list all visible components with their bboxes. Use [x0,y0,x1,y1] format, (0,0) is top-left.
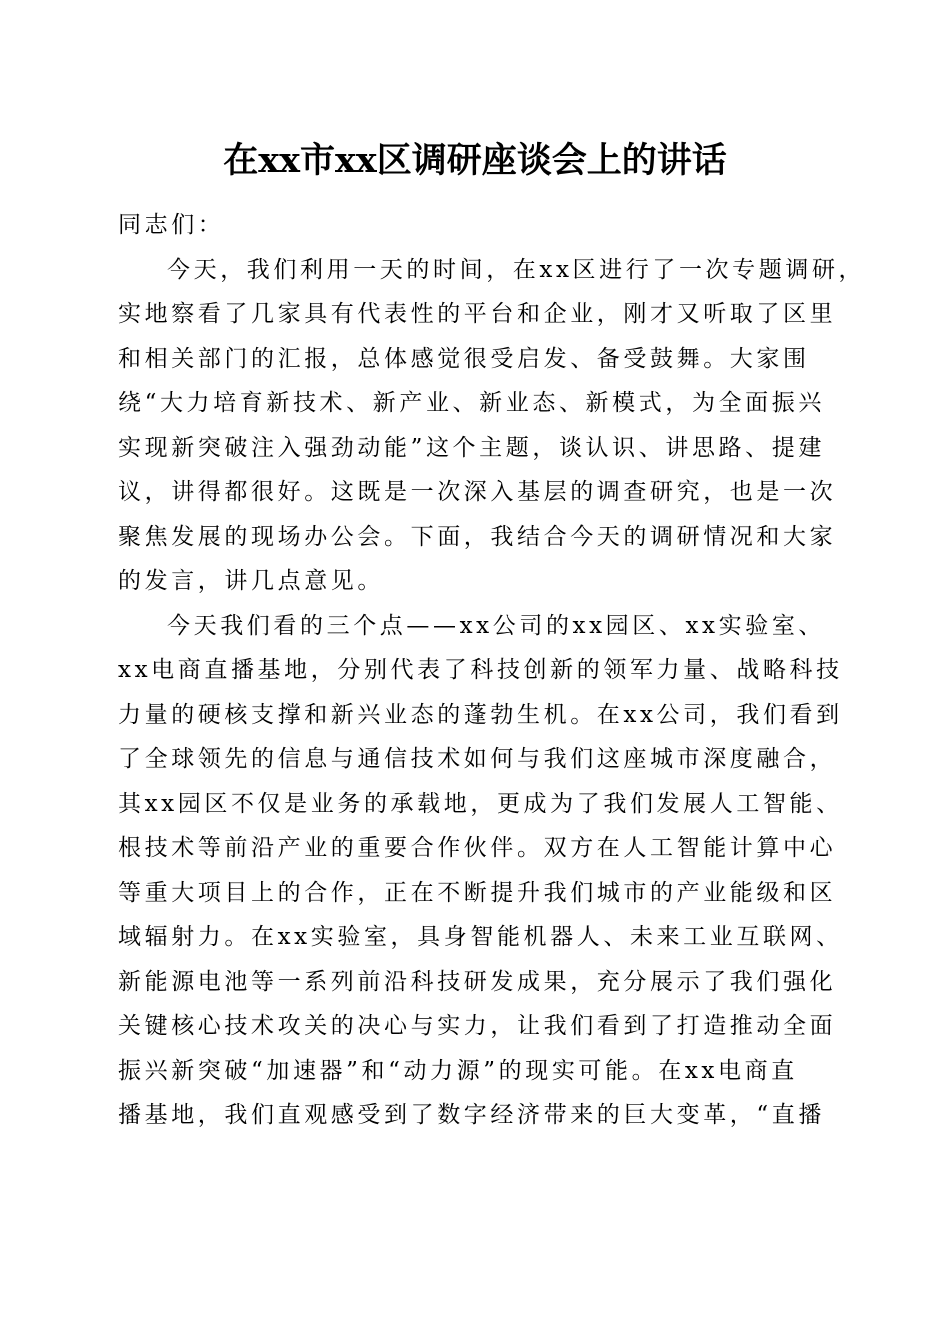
text-line: 和相关部门的汇报，总体感觉很受启发、备受鼓舞。大家围 [118,345,810,372]
text-line: 力量的硬核支撑和新兴业态的蓬勃生机。在xx公司，我们看到 [118,701,843,728]
document-body [118,203,866,1138]
text-line: 关键核心技术攻关的决心与实力，让我们看到了打造推动全面 [118,1013,837,1039]
text-line: 今天我们看的三个点——xx公司的xx园区、xx实验室、 [167,612,826,639]
text-line: 域辐射力。在xx实验室，具身智能机器人、未来工业互联网、 [118,924,843,950]
text-line: 其xx园区不仅是业务的承载地，更成为了我们发展人工智能、 [118,790,843,817]
text-line: 新能源电池等一系列前沿科技研发成果，充分展示了我们强化 [118,968,837,995]
document-title: 在xx市xx区调研座谈会上的讲话 [223,140,727,181]
text-line: 播基地，我们直观感受到了数字经济带来的巨大变革，“直播 [118,1102,825,1128]
text-line: 振兴新突破“加速器”和“动力源”的现实可能。在xx电商直 [118,1057,798,1084]
text-line: 等重大项目上的合作，正在不断提升我们城市的产业能级和区 [118,879,837,906]
text-line: 的发言，讲几点意见。 [118,568,384,594]
salutation: 同志们： [118,212,225,238]
text-line: 了全球领先的信息与通信技术如何与我们这座城市深度融合， [118,746,837,772]
text-line: 实现新突破注入强劲动能”这个主题，谈认识、讲思路、提建 [118,434,825,461]
text-line: 实地察看了几家具有代表性的平台和企业，刚才又听取了区里 [118,301,837,327]
text-line: xx电商直播基地，分别代表了科技创新的领军力量、战略科技 [118,657,843,683]
text-line: 绕“大力培育新技术、新产业、新业态、新模式，为全面振兴 [118,390,825,416]
text-line: 今天，我们利用一天的时间，在xx区进行了一次专题调研， [167,256,866,283]
body-lines [118,248,866,1138]
text-line: 根技术等前沿产业的重要合作伙伴。双方在人工智能计算中心 [118,835,837,861]
text-line: 议，讲得都很好。这既是一次深入基层的调查研究，也是一次 [118,479,837,505]
text-line: 聚焦发展的现场办公会。下面，我结合今天的调研情况和大家 [118,523,837,550]
